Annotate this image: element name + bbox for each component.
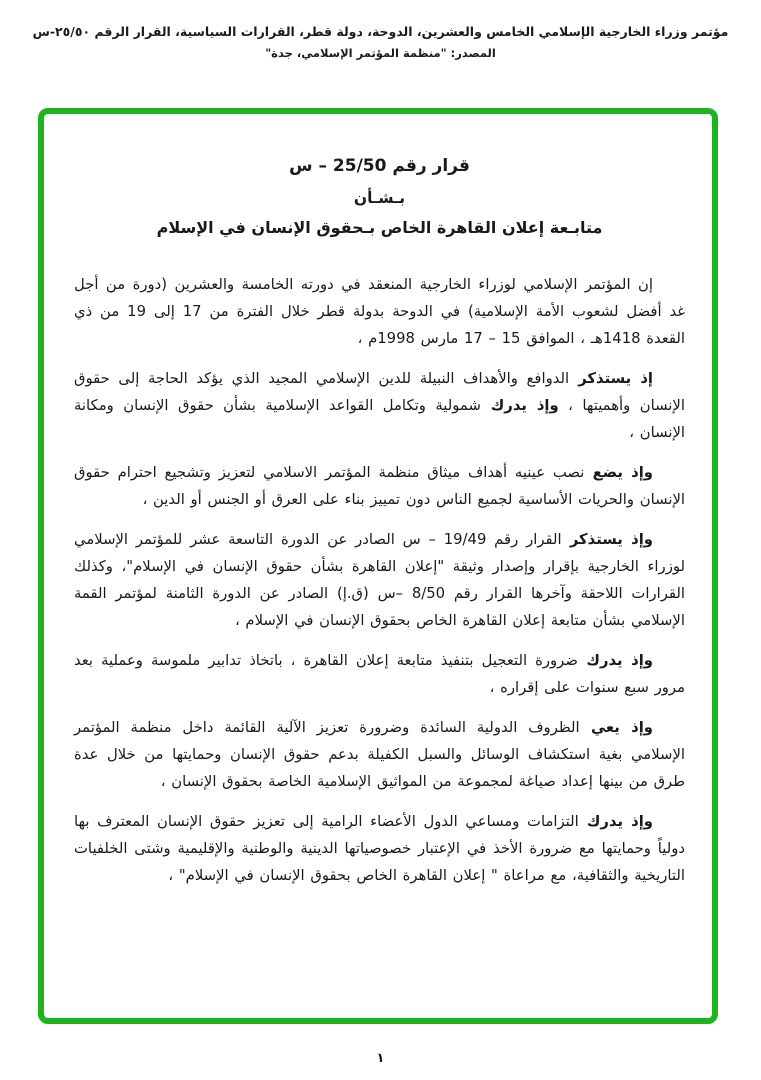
resolution-regarding-label: بـشـأن xyxy=(353,189,406,207)
paragraph-text: إن المؤتمر الإسلامي لوزراء الخارجية المنعقد في دورته الخامسة والعشرين (دورة من أجل غد أفضل لشعوب الأمة الإسلامية) في الدوحة بدولة قطر خلال الفترة من 17 إلى 19 من ذي القعدة 1418هـ ، الموافق 15 – 17 مارس 1998م ، xyxy=(74,276,685,347)
paragraph xyxy=(74,271,685,352)
header-conference-line: مؤتمر وزراء الخارجية الإسلامي الخامس والعشرين، الدوحة، دولة قطر، القرارات السياسية، القرار الرقم ٢٥/٥٠-س xyxy=(32,24,729,39)
paragraph xyxy=(74,808,685,889)
paragraph-lead: وإذ يستذكر xyxy=(561,531,653,548)
document-source-header xyxy=(0,24,761,60)
paragraph-text: القرار رقم 19/49 – س الصادر عن الدورة التاسعة عشر للمؤتمر الإسلامي لوزراء الخارجية بإقرار وإصدار وثيقة "إعلان القاهرة بشأن حقوق الإنسان في الإسلام"، وكذلك القرارات اللاحقة وآخرها القرار رقم 8/50 –س (ق.إ) الصادر عن الدورة الثامنة لمؤتمر القمة الإسلامي بشأن متابعة إعلان القاهرة الخاص بحقوق الإنسان في الإسلام ، xyxy=(74,531,685,629)
paragraph xyxy=(74,714,685,795)
paragraph-lead: وإذ يدرك xyxy=(577,652,653,669)
resolution-number-title: قرار رقم 25/50 – س xyxy=(289,156,470,176)
paragraph-lead: إذ يستذكر xyxy=(569,370,653,387)
resolution-body xyxy=(74,156,685,902)
paragraph-lead: وإذ يدرك xyxy=(578,813,653,830)
header-source-line: المصدر: "منظمة المؤتمر الإسلامي، جدة" xyxy=(265,46,496,60)
paragraph xyxy=(74,647,685,701)
paragraph-text: ضرورة التعجيل بتنفيذ متابعة إعلان القاهرة ، باتخاذ تدابير ملموسة وعملية بعد مرور سبع سنوات على إقراره ، xyxy=(74,652,685,696)
paragraph xyxy=(74,526,685,634)
paragraph-lead: وإذ يدرك xyxy=(480,397,559,414)
resolution-subject-title: متابـعة إعلان القاهرة الخاص بـحقوق الإنسان في الإسلام xyxy=(156,218,603,237)
paragraphs xyxy=(74,271,685,889)
paragraph-text: التزامات ومساعي الدول الأعضاء الرامية إلى تعزيز حقوق الإنسان المعترف بها دولياً وحمايتها مع ضرورة الأخذ في الإعتبار خصوصياتها الدينية والوطنية والإقليمية وشتى الخلفيات التاريخية والثقافية، مع مراعاة " إعلان القاهرة الخاص بحقوق الإنسان في الإسلام" ، xyxy=(74,813,685,884)
paragraph xyxy=(74,365,685,446)
paragraph-text: نصب عينيه أهداف ميثاق منظمة المؤتمر الاسلامي لتعزيز وتشجيع احترام حقوق الإنسان والحريات الأساسية لجميع الناس دون تمييز بناء على العرق أو الجنس أو الدين ، xyxy=(74,464,685,508)
paragraph-text: الدوافع والأهداف النبيلة للدين الإسلامي المجيد الذي يؤكد الحاجة إلى حقوق الإنسان وأهميتها ، xyxy=(74,370,685,414)
paragraph-text: الظروف الدولية السائدة وضرورة تعزيز الآلية القائمة داخل منظمة المؤتمر الإسلامي بغية استكشاف الوسائل والسبل الكفيلة بدعم حقوق الإنسان وحمايتها من خلال عدة طرق من بينها إعداد صياغة لمجموعة من المواثيق الإسلامية الخاصة بحقوق الإنسان ، xyxy=(74,719,685,790)
paragraph-lead: وإذ يعي xyxy=(579,719,653,736)
paragraph-lead: وإذ يضع xyxy=(584,464,654,481)
paragraph-text: شمولية وتكامل القواعد الإسلامية بشأن حقوق الإنسان ومكانة الإنسان ، xyxy=(74,397,685,441)
resolution-title-block xyxy=(74,156,685,237)
page-number: ١ xyxy=(376,1051,385,1066)
paragraph xyxy=(74,459,685,513)
